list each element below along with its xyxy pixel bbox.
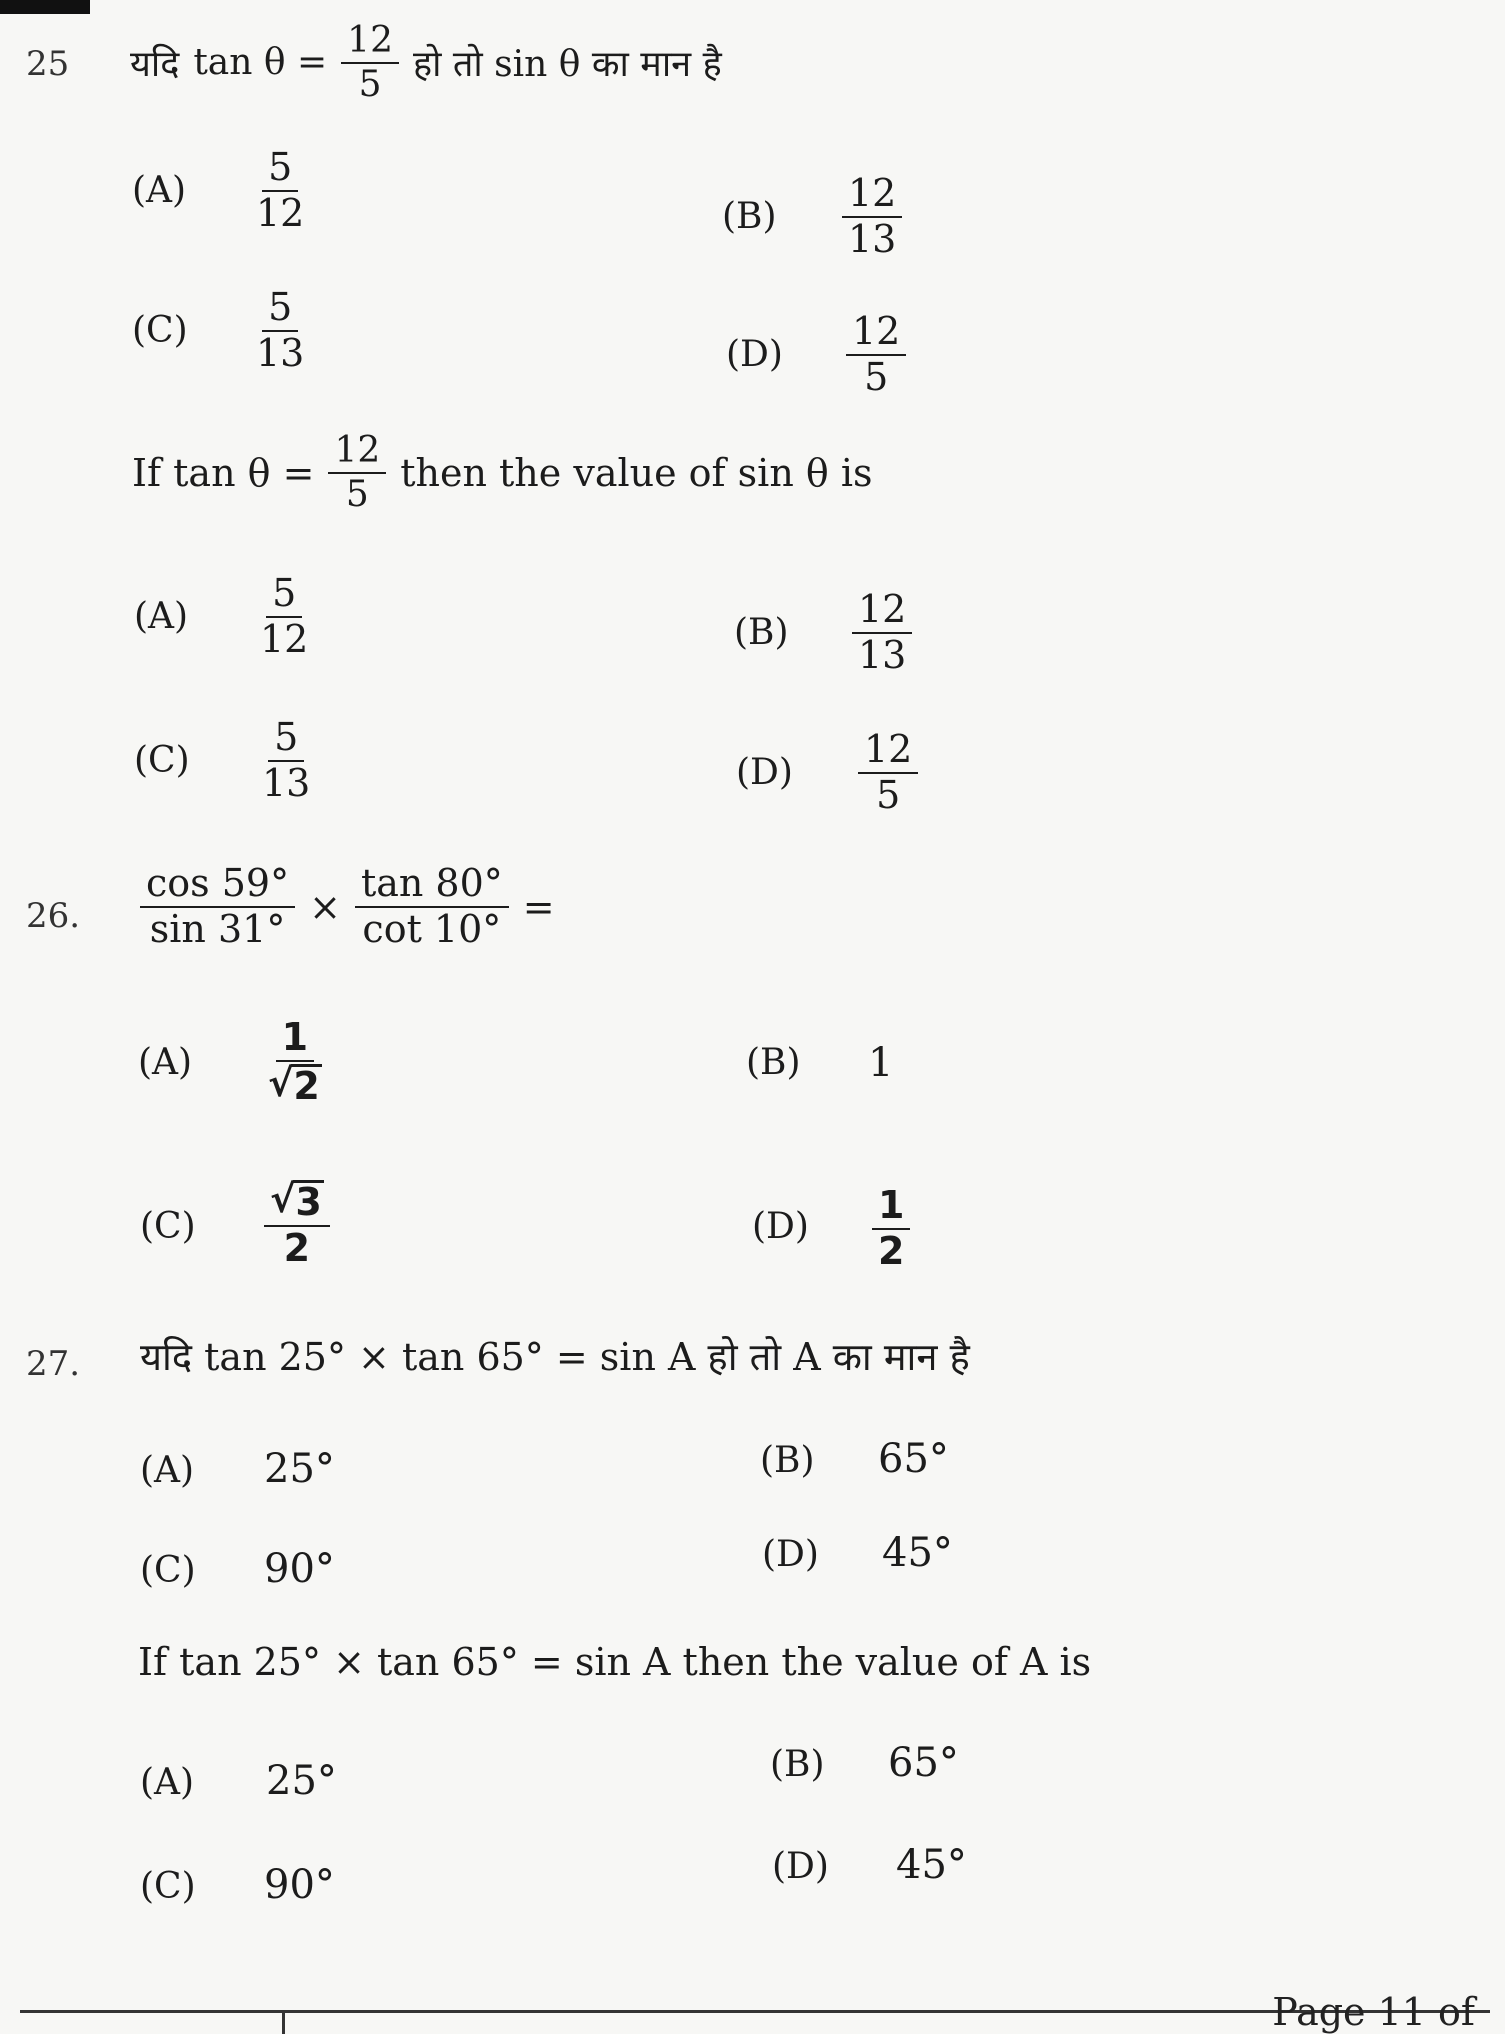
question-25-number: 25 — [26, 44, 70, 84]
q25-english-prefix: If tan θ = — [132, 450, 315, 495]
question-26-stem — [140, 861, 555, 951]
fraction-denominator: 5 — [345, 473, 369, 515]
q27-hindi-option-a-label: (A) — [140, 1450, 195, 1491]
q25-english-option-a-value — [254, 571, 314, 661]
q25-hindi-option-c-value — [250, 285, 310, 375]
fraction-denominator: sin 31° — [149, 906, 286, 951]
fraction-denominator: 13 — [262, 760, 311, 805]
fraction-denominator: 2 — [283, 1225, 311, 1270]
radical-sign-icon: √ — [270, 1177, 296, 1221]
q27-hindi-option-a-value: 25° — [264, 1446, 335, 1492]
fraction-numerator — [264, 1177, 330, 1227]
q27-english-option-c-label: (C) — [140, 1866, 196, 1907]
q27-hindi-option-c-value: 90° — [264, 1546, 335, 1592]
q26-fraction-tan-cot — [355, 861, 509, 951]
q25-hindi-option-b-value — [842, 171, 902, 261]
fraction-denominator: 5 — [358, 63, 382, 105]
radicand: 2 — [293, 1063, 320, 1108]
q26-option-b-label: (B) — [746, 1042, 801, 1083]
fraction-numerator: cos 59° — [140, 864, 295, 908]
q25-hindi-option-c-label: (C) — [132, 310, 188, 351]
q27-hindi-option-b-label: (B) — [760, 1440, 815, 1481]
fraction-denominator: 13 — [848, 216, 897, 261]
fraction-numerator: tan 80° — [355, 864, 509, 908]
q27-english-option-b-label: (B) — [770, 1744, 825, 1785]
fraction-denominator: 13 — [256, 330, 305, 375]
q25-english-option-c-value — [256, 715, 316, 805]
fraction-denominator: 5 — [864, 354, 889, 399]
q27-english-option-a-label: (A) — [140, 1762, 195, 1803]
q25-english-option-d-label: (D) — [736, 752, 793, 793]
q27-english-option-d-label: (D) — [772, 1846, 829, 1887]
q25-hindi-fraction — [341, 22, 399, 104]
q25-hindi-suffix: हो तो sin θ का मान है — [412, 44, 722, 86]
q27-english-option-b-value: 65° — [888, 1740, 959, 1786]
q26-option-a-value — [262, 1015, 328, 1108]
q26-option-d-label: (D) — [752, 1206, 809, 1247]
fraction-numerator: 12 — [846, 312, 906, 356]
fraction-numerator: 1 — [276, 1018, 314, 1062]
q27-hindi-option-b-value: 65° — [878, 1436, 949, 1482]
question-27-number: 27. — [26, 1344, 81, 1384]
q25-english-option-b-value — [852, 587, 912, 677]
q25-hindi-option-d-label: (D) — [726, 334, 783, 375]
q26-option-c-label: (C) — [140, 1206, 196, 1247]
fraction-numerator: 12 — [858, 730, 918, 774]
q25-english-option-b-label: (B) — [734, 612, 789, 653]
fraction-denominator: 12 — [260, 616, 309, 661]
page-corner-mark — [0, 0, 90, 14]
question-27-english-stem: If tan 25° × tan 65° = sin A then the value of A is — [138, 1640, 1092, 1684]
fraction-numerator: 1 — [872, 1186, 910, 1230]
q25-hindi-option-a-label: (A) — [132, 170, 187, 211]
question-27-hindi-stem: यदि tan 25° × tan 65° = sin A हो तो A का मान है — [140, 1335, 970, 1379]
q25-hindi-option-b-label: (B) — [722, 196, 777, 237]
q25-hindi-option-d-value — [846, 309, 906, 399]
fraction-denominator — [262, 1062, 328, 1107]
q26-fraction-cos-sin — [140, 861, 295, 951]
q26-option-a-label: (A) — [138, 1042, 193, 1083]
radical-sign-icon: √ — [268, 1060, 294, 1105]
q25-english-option-a-label: (A) — [134, 596, 189, 637]
fraction-numerator: 12 — [341, 22, 399, 64]
q26-option-c-value — [264, 1177, 330, 1270]
q25-hindi-expr: tan θ = — [193, 42, 328, 84]
fraction-denominator: 2 — [878, 1228, 905, 1273]
footer-code-box — [20, 2012, 285, 2034]
fraction-numerator: 5 — [268, 718, 304, 762]
fraction-numerator: 5 — [266, 574, 302, 618]
question-25-hindi-stem — [130, 22, 722, 104]
q27-english-option-c-value: 90° — [264, 1862, 335, 1908]
q25-english-fraction — [328, 432, 386, 514]
q25-english-option-c-label: (C) — [134, 740, 190, 781]
fraction-numerator: 12 — [328, 432, 386, 474]
q26-option-b-value: 1 — [868, 1040, 894, 1086]
page-number: Page 11 of — [1272, 1990, 1475, 2034]
q25-english-suffix: then the value of sin θ is — [400, 450, 873, 495]
q27-english-option-a-value: 25° — [266, 1758, 337, 1804]
fraction-numerator: 5 — [262, 148, 298, 192]
q26-equals-sign: = — [522, 884, 555, 929]
fraction-denominator: 13 — [858, 632, 907, 677]
fraction-numerator: 5 — [262, 288, 298, 332]
fraction-denominator: cot 10° — [362, 906, 502, 951]
fraction-numerator: 12 — [852, 590, 912, 634]
q26-option-d-value — [872, 1183, 910, 1273]
square-root — [270, 1177, 324, 1224]
q27-english-option-d-value: 45° — [896, 1842, 967, 1888]
fraction-denominator: 5 — [876, 772, 901, 817]
fraction-denominator: 12 — [256, 190, 305, 235]
q27-hindi-option-c-label: (C) — [140, 1550, 196, 1591]
square-root — [268, 1060, 322, 1108]
q27-hindi-option-d-value: 45° — [882, 1530, 953, 1576]
fraction-numerator: 12 — [842, 174, 902, 218]
q25-hindi-prefix: यदि — [130, 44, 180, 86]
q26-times-sign: × — [309, 884, 341, 929]
question-25-english-stem — [132, 432, 873, 514]
q27-hindi-option-d-label: (D) — [762, 1534, 819, 1575]
radicand: 3 — [295, 1180, 322, 1224]
question-26-number: 26. — [26, 896, 81, 936]
q25-english-option-d-value — [858, 727, 918, 817]
q25-hindi-option-a-value — [250, 145, 310, 235]
